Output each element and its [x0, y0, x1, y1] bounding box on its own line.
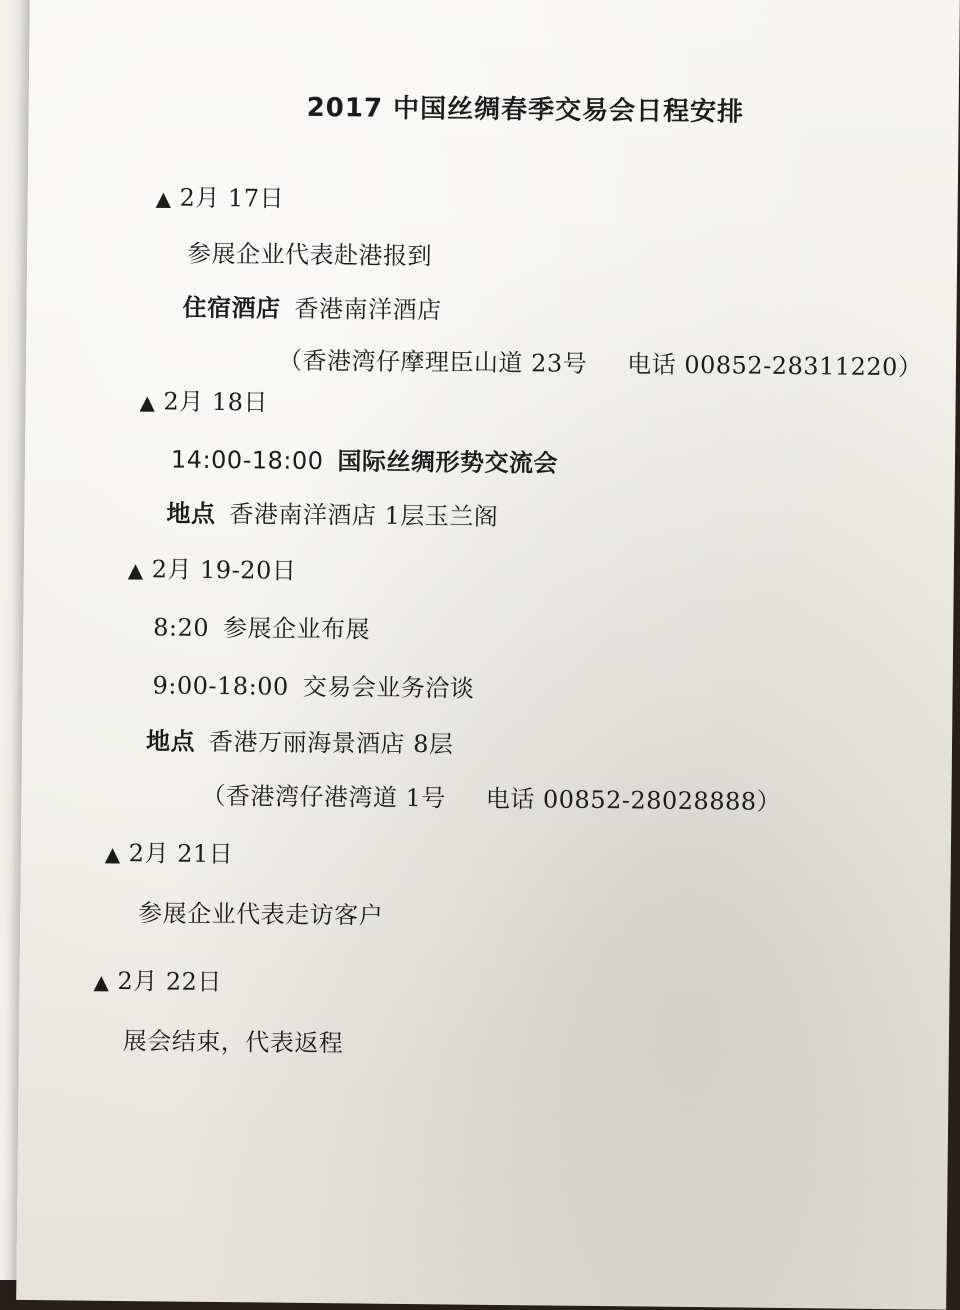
- event-line: [171, 440, 558, 479]
- document-page: [16, 0, 960, 1310]
- venue: 香港南洋酒店 1层玉兰阁: [229, 500, 499, 531]
- address: （香港湾仔摩理臣山道 23号: [277, 346, 588, 378]
- section-date-1: ▲ 2月 18日: [139, 387, 269, 417]
- section-line: 展会结束，代表返程: [122, 1027, 344, 1058]
- triangle-bullet-icon: ▲: [104, 841, 121, 866]
- address-line: [278, 341, 923, 383]
- document-title: 2017 中国丝绸春季交易会日程安排: [306, 92, 745, 128]
- triangle-bullet-icon: ▲: [155, 186, 172, 211]
- hotel-label: 住宿酒店: [182, 292, 281, 323]
- venue: 香港万丽海景酒店 8层: [208, 727, 454, 759]
- event-time: 14:00-18:00: [170, 445, 324, 476]
- venue-line: [146, 721, 454, 759]
- event-name: 参展企业布展: [222, 614, 371, 644]
- event-name: 国际丝绸形势交流会: [337, 446, 559, 478]
- hotel-name: 香港南洋酒店: [294, 294, 442, 325]
- section-line: 参展企业代表走访客户: [138, 899, 384, 930]
- section-date-3: ▲ 2月 21日: [104, 839, 234, 869]
- event-time: 9:00-18:00: [152, 671, 289, 701]
- venue-label: 地点: [145, 726, 196, 756]
- section-date-0: ▲ 2月 17日: [155, 183, 285, 213]
- venue-line: [166, 493, 498, 531]
- event-name: 交易会业务洽谈: [302, 672, 475, 703]
- triangle-bullet-icon: ▲: [139, 390, 156, 415]
- event-line: [152, 665, 474, 703]
- section-date-4: ▲ 2月 22日: [93, 966, 222, 997]
- section-date-2: ▲ 2月 19-20日: [127, 555, 297, 585]
- section-line: 参展企业代表赴港报到: [186, 239, 433, 271]
- address: （香港湾仔港湾道 1号: [201, 781, 447, 813]
- hotel-line: [182, 288, 441, 326]
- venue-label: 地点: [166, 498, 216, 528]
- event-time: 8:20: [153, 613, 210, 642]
- triangle-bullet-icon: ▲: [127, 558, 144, 583]
- phone: 电话 00852-28028888）: [485, 784, 782, 816]
- phone: 电话 00852-28311220）: [627, 350, 923, 382]
- event-line: [153, 607, 370, 644]
- triangle-bullet-icon: ▲: [93, 969, 110, 994]
- address-line: [201, 776, 781, 817]
